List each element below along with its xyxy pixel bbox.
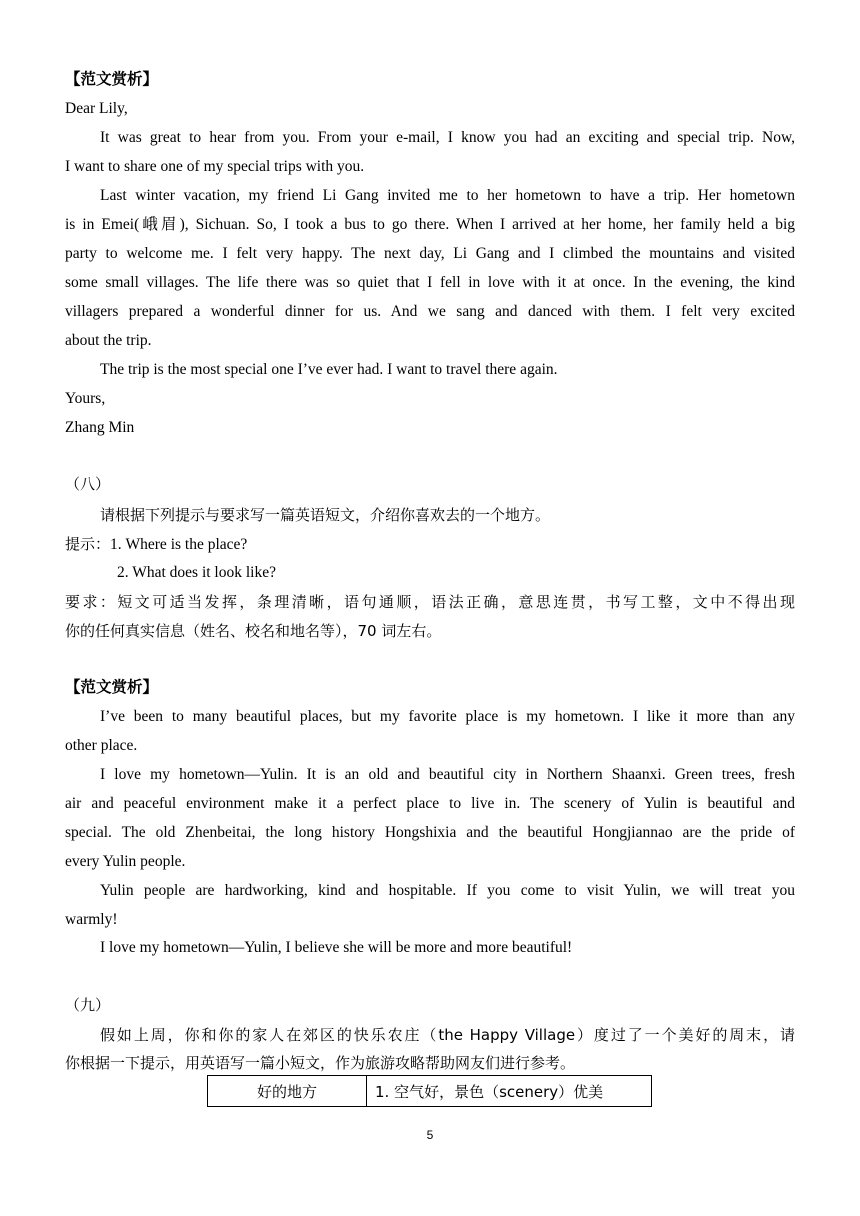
hint-row-1 (65, 534, 795, 555)
paragraph-line: about the trip. (65, 332, 152, 349)
paragraph-line: is in Emei(峨眉), Sichuan. So, I took a bus to go there. When I arrived at her home, her family held a big (65, 216, 795, 233)
paragraph-line: some small villages. The life there was so quiet that I fell in love with it at once. In the evening, the kind (65, 274, 795, 291)
paragraph-line: I’ve been to many beautiful places, but my favorite place is my hometown. I like it more than any (100, 708, 795, 725)
letter-signature: Zhang Min (65, 419, 135, 436)
table-cell-label: 好的地方 (208, 1076, 367, 1107)
question-number-9: （九） (65, 996, 111, 1014)
table-cell-value: 1. 空气好，景色（scenery）优美 (367, 1076, 652, 1107)
hints-table (207, 1075, 652, 1107)
page-number: 5 (426, 1128, 434, 1142)
paragraph-line: special. The old Zhenbeitai, the long history Hongshixia and the beautiful Hongjiannao are the pride of (65, 824, 795, 841)
paragraph-line: villagers prepared a wonderful dinner for us. And we sang and danced with them. I felt very excited (65, 303, 795, 320)
paragraph-line: other place. (65, 737, 138, 754)
question-prompt: 假如上周，你和你的家人在郊区的快乐农庄（the Happy Village）度过了一个美好的周末，请 (100, 1026, 795, 1044)
hint-item: 2. What does it look like? (117, 564, 276, 581)
paragraph-line: party to welcome me. I felt very happy. The next day, Li Gang and I climbed the mountains and visited (65, 245, 795, 262)
requirements-line: 你的任何真实信息（姓名、校名和地名等），70 词左右。 (65, 622, 442, 640)
hint-label: 提示： (65, 535, 111, 553)
paragraph-line: The trip is the most special one I’ve ever had. I want to travel there again. (100, 361, 558, 378)
paragraph-line: I love my hometown—Yulin, I believe she will be more and more beautiful! (100, 939, 573, 956)
paragraph-line: Yulin people are hardworking, kind and hospitable. If you come to visit Yulin, we will treat you (100, 882, 795, 899)
letter-closing: Yours, (65, 390, 106, 407)
paragraph-line: I want to share one of my special trips with you. (65, 158, 365, 175)
question-number-8: （八） (65, 475, 111, 493)
paragraph-line: It was great to hear from you. From your e-mail, I know you had an exciting and special trip. Now, (100, 129, 795, 146)
paragraph-line: every Yulin people. (65, 853, 186, 870)
letter-salutation: Dear Lily, (65, 100, 128, 117)
table-row (208, 1076, 652, 1107)
model-essay-heading-1: 【范文赏析】 (65, 71, 159, 88)
requirements-line: 要求：短文可适当发挥，条理清晰，语句通顺，语法正确，意思连贯，书写工整，文中不得出现 (65, 593, 795, 611)
question-prompt: 你根据一下提示，用英语写一篇小短文，作为旅游攻略帮助网友们进行参考。 (65, 1054, 576, 1072)
paragraph-line: air and peaceful environment make it a perfect place to live in. The scenery of Yulin is beautiful and (65, 795, 795, 812)
hint-item: 1. Where is the place? (110, 536, 248, 553)
model-essay-heading-2: 【范文赏析】 (65, 679, 159, 696)
question-prompt: 请根据下列提示与要求写一篇英语短文，介绍你喜欢去的一个地方。 (100, 506, 551, 524)
paragraph-line: Last winter vacation, my friend Li Gang invited me to her hometown to have a trip. Her hometown (100, 187, 795, 204)
paragraph-line: warmly! (65, 911, 118, 928)
paragraph-line: I love my hometown—Yulin. It is an old and beautiful city in Northern Shaanxi. Green trees, fresh (100, 766, 795, 783)
